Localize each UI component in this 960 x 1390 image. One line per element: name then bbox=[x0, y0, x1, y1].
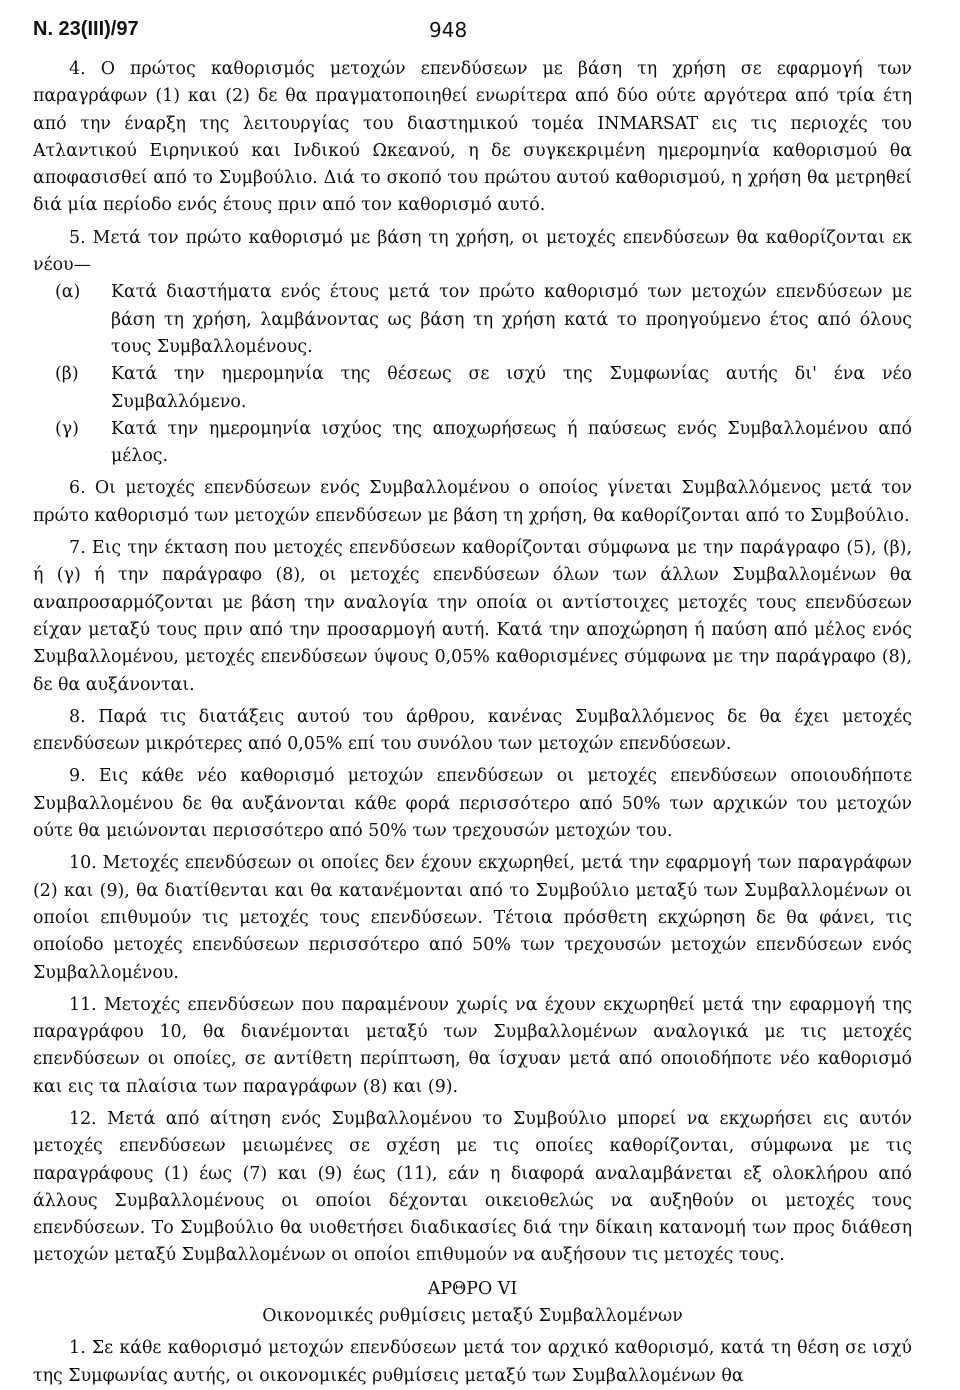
paragraph-11: 11. Μετοχές επενδύσεων που παραμένουν χωρίς να έχουν εκχωρηθεί μετά την εφαρμογή της παραγράφου 10, θα διανέμονται μεταξύ των Συμβαλλομένων αναλογικά με τις μετοχές επενδύσεων οι οποίες, σε αντίθετη περίπτωση, θα ίσχυαν μετά από οποιοδήποτε νέο καθορισμό και εις τα πλαίσια των παραγράφων (8) και (9). bbox=[33, 994, 912, 1097]
paragraph-9: 9. Εις κάθε νέο καθορισμό μετοχών επενδύσεων οι μετοχές επενδύσεων οποιουδήποτε Συμβαλλομένου δε θα αυξάνονται κάθε φορά περισσότερο από 50% των αρχικών του μετοχών ούτε θα μειώνονται περισσότερο από 50% των τρεχουσών μετοχών του. bbox=[33, 766, 912, 842]
subparagraph-text: Κατά την ημερομηνία ισχύος της αποχωρήσεως ή παύσεως ενός Συμβαλλομένου από μέλος. bbox=[111, 418, 912, 467]
subparagraph-label: (β) bbox=[55, 364, 79, 385]
paragraph-7: 7. Εις την έκταση που μετοχές επενδύσεων καθορίζονται σύμφωνα με την παράγραφο (5), (β), ή (γ) ή την παράγραφο (8), οι μετοχές επενδύσεων όλων των άλλων Συμβαλλομένων θα αναπροσαρμόζονται με βάση την αναλογία την οποία οι αντίστοιχες μετοχές τους επενδύσεων είχαν μεταξύ τους πριν από την προσαρμογή αυτή. Κατά την αποχώρηση ή παύση από μέλος ενός Συμβαλλομένου, μετοχές επενδύσεων ύψους 0,05% καθορισμένες σύμφωνα με την παράγραφο (8), δε θα αυξάνονται. bbox=[33, 538, 912, 695]
article-title: ΑΡΘΡΟ VI bbox=[427, 1278, 518, 1299]
paragraph-12: 12. Μετά από αίτηση ενός Συμβαλλομένου το Συμβούλιο μπορεί να εκχωρήσει εις αυτόν μετοχές επενδύσεων μειωμένες σε σχέση με τις οποίες καθορίζονται, σύμφωνα με τις παραγράφους (1) έως (7) και (9) έως (11), εάν η διαφορά αναλαμβάνεται εξ ολοκλήρου από άλλους Συμβαλλομένους οι οποίοι δέχονται οικειοθελώς να αυξηθούν οι μετοχές τους επενδύσεων. Το Συμβούλιο θα υιοθετήσει διαδικασίες διά την δίκαιη κατανομή των προς διάθεση μετοχών μεταξύ Συμβαλλομένων οι οποίοι επιθυμούν να αυξήσουν τις μετοχές τους. bbox=[33, 1108, 912, 1266]
subparagraph-5a bbox=[55, 279, 912, 361]
paragraph-5: 5. Μετά τον πρώτο καθορισμό με βάση τη χρήση, οι μετοχές επενδύσεων θα καθορίζονται εκ νέου— bbox=[33, 227, 912, 276]
subparagraph-text: Κατά την ημερομηνία της θέσεως σε ισχύ της Συμφωνίας αυτής δι' ένα νέο Συμβαλλόμενο. bbox=[111, 364, 912, 412]
document-body bbox=[33, 56, 912, 1390]
page-number: 948 bbox=[429, 18, 468, 42]
paragraph-8: 8. Παρά τις διατάξεις αυτού του άρθρου, κανένας Συμβαλλόμενος δε θα έχει μετοχές επενδύσεων μικρότερες από 0,05% επί του συνόλου των μετοχών επενδύσεων. bbox=[33, 706, 912, 755]
subparagraph-5b bbox=[55, 361, 912, 416]
paragraph-10: 10. Μετοχές επενδύσεων οι οποίες δεν έχουν εκχωρηθεί, μετά την εφαρμογή των παραγράφων (2) και (9), θα διατίθενται και θα κατανέμονται από το Συμβούλιο μεταξύ των Συμβαλλομένων οι οποίοι επιθυμούν τις μετοχές τους επενδύσεων. Τέτοια πρόσθετη εκχώρηση δε θα φάνει, τις οποίοδο μετοχές επενδύσεων περισσότερο από 50% των τρεχουσών μετοχών επενδύσεων ενός Συμβαλλομένου. bbox=[33, 853, 912, 983]
journal-reference: Ν. 23(ΙΙΙ)/97 bbox=[33, 18, 139, 40]
subparagraph-label: (γ) bbox=[55, 418, 79, 439]
subparagraph-label: (α) bbox=[55, 282, 81, 303]
paragraph-6: 6. Οι μετοχές επενδύσεων ενός Συμβαλλομένου ο οποίος γίνεται Συμβαλλόμενος μετά τον πρώτο καθορισμό των μετοχών επενδύσεων με βάση τη χρήση, θα καθορίζονται από το Συμβούλιο. bbox=[33, 478, 912, 526]
paragraph-4: 4. Ο πρώτος καθορισμός μετοχών επενδύσεων με βάση τη χρήση σε εφαρμογή των παραγράφων (1) και (2) δε θα πραγματοποιηθεί ενωρίτερα από δύο ούτε αργότερα από τρία έτη από την έναρξη της λειτουργίας του διαστημικού τομέα INMARSAT εις τις περιοχές του Ατλαντικού Ειρηνικού και Ινδικού Ωκεανού, η δε συγκεκριμένη ημερομηνία καθορισμού θα αποφασισθεί από το Συμβούλιο. Διά το σκοπό του πρώτου αυτού καθορισμού, η χρήση θα μετρηθεί διά μία περίοδο ενός έτους πριν από τον καθορισμό αυτό. bbox=[33, 59, 912, 216]
article-6-paragraph-1: 1. Σε κάθε καθορισμό μετοχών επενδύσεων μετά τον αρχικό καθορισμό, κατά τη θέση σε ισχύ της Συμφωνίας αυτής, οι οικονομικές ρυθμίσεις μεταξύ των Συμβαλλομένων θα bbox=[33, 1338, 912, 1386]
page-header bbox=[33, 16, 912, 56]
article-subtitle: Οικονομικές ρυθμίσεις μεταξύ Συμβαλλομένων bbox=[262, 1306, 683, 1327]
subparagraph-5c bbox=[55, 416, 912, 471]
subparagraph-text: Κατά διαστήματα ενός έτους μετά τον πρώτο καθορισμό των μετοχών επενδύσεων με βάση τη χρήση, λαμβάνοντας ως βάση τη χρήση κατά το προηγούμενο έτος από όλους τους Συμβαλλομένους. bbox=[111, 282, 912, 357]
